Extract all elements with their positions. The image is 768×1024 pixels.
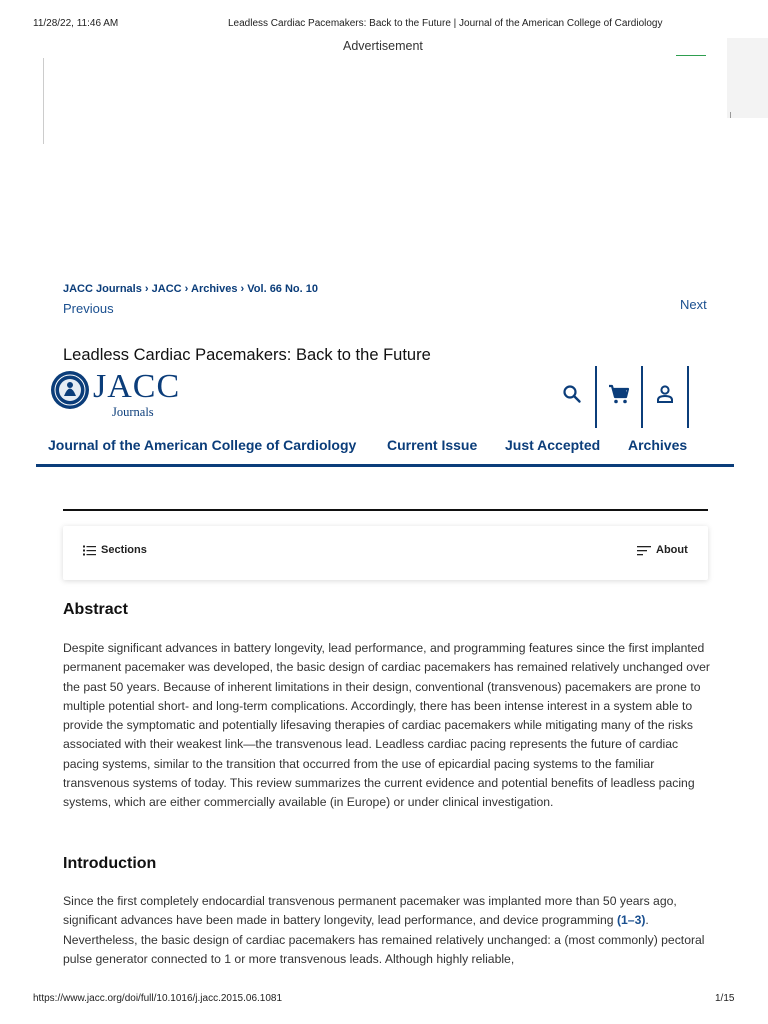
about-label: About — [656, 544, 688, 556]
abstract-heading: Abstract — [63, 601, 128, 618]
jacc-wordmark[interactable]: JACC — [93, 368, 181, 405]
nav-archives[interactable]: Archives — [628, 437, 688, 453]
nav-just-accepted[interactable]: Just Accepted — [505, 437, 601, 453]
abstract-text: Despite significant advances in battery longevity, lead performance, and programming features since the first implanted permanent pacemaker was developed, the basic design of cardiac pacemakers has remained relatively unchanged over the past 50 years. Because of inherent limitations in their design, conventional (transvenous) pacemakers are prone to multiple potential short- and long-term complications. Accordingly, there has been intense interest in a system able to provide the symptomatic and potentially lifesaving therapies of cardiac pacemakers while mitigating many of the risks associated with their weakest link—the transvenous lead. Leadless cardiac pacing represents the future of cardiac pacing systems, similar to the transition that occurred from the use of epicardial pacing systems to the familiar transvenous systems of today. This review summarizes the current evidence and potential benefits of leadless pacing systems, which are either commercially available (in Europe) or under clinical investigation. — [63, 641, 710, 810]
sections-toggle[interactable] — [83, 544, 147, 556]
article-title: Leadless Cardiac Pacemakers: Back to the Future — [63, 346, 431, 364]
cart-icon — [608, 383, 630, 405]
breadcrumb-separator: › — [144, 283, 149, 295]
advertisement-label: Advertisement — [343, 39, 423, 53]
list-icon — [83, 545, 96, 556]
print-datetime: 11/28/22, 11:46 AM — [33, 18, 119, 29]
content-divider — [63, 509, 708, 511]
search-icon — [562, 384, 582, 404]
nav-current-issue[interactable]: Current Issue — [387, 437, 478, 453]
breadcrumb-jacc[interactable]: JACC — [151, 283, 182, 295]
header-divider — [687, 366, 689, 428]
introduction-text-part: Since the first completely endocardial transvenous permanent pacemaker was implanted more than 50 years ago, significant advances have been made in battery longevity, lead performance, and device programming — [63, 894, 677, 928]
ad-side-mark — [730, 112, 731, 118]
ad-accent-line — [676, 55, 706, 56]
cart-button[interactable] — [601, 376, 637, 412]
search-button[interactable] — [554, 376, 590, 412]
breadcrumb-jacc-journals[interactable]: JACC Journals — [63, 283, 142, 295]
breadcrumb — [63, 283, 318, 295]
jacc-seal-icon[interactable] — [49, 369, 93, 413]
print-footer-url: https://www.jacc.org/doi/full/10.1016/j.jacc.2015.06.1081 — [33, 993, 283, 1004]
header-divider — [641, 366, 643, 428]
sections-label: Sections — [101, 544, 147, 556]
sections-bar — [63, 526, 708, 580]
nav-journal-home[interactable]: Journal of the American College of Cardiology — [48, 437, 357, 453]
ad-side-panel — [727, 38, 768, 118]
previous-article-link[interactable]: Previous — [63, 301, 114, 316]
print-page-number: 1/15 — [715, 993, 735, 1004]
introduction-heading: Introduction — [63, 855, 157, 872]
header-divider — [595, 366, 597, 428]
user-button[interactable] — [647, 376, 683, 412]
nav-underline — [36, 464, 734, 467]
breadcrumb-archives[interactable]: Archives — [191, 283, 238, 295]
breadcrumb-volume[interactable]: Vol. 66 No. 10 — [247, 283, 318, 295]
next-article-link[interactable]: Next — [680, 297, 707, 312]
citation-link[interactable]: (1–3) — [616, 913, 646, 928]
print-page-title: Leadless Cardiac Pacemakers: Back to the Future | Journal of the American College of Cardiology — [228, 18, 663, 29]
ad-frame-line — [43, 58, 44, 144]
jacc-journals-sub: Journals — [112, 405, 154, 419]
introduction-text — [63, 892, 711, 969]
about-toggle[interactable] — [637, 544, 688, 556]
breadcrumb-separator: › — [240, 283, 245, 295]
user-icon — [655, 384, 675, 404]
introduction-text-part: . Nevertheless, the basic design of cardiac pacemakers has remained relatively unchanged: a (most commonly) pectoral pulse generator connected to 1 or more transvenous leads. Although highly reliable, — [63, 913, 705, 966]
sort-icon — [637, 545, 651, 556]
breadcrumb-separator: › — [184, 283, 189, 295]
